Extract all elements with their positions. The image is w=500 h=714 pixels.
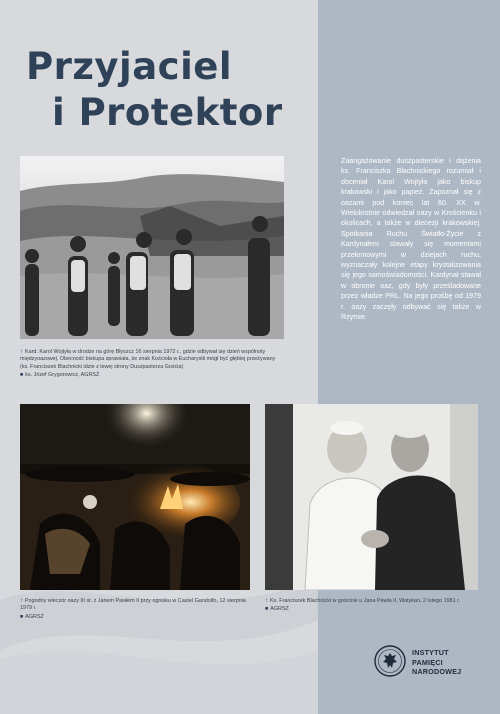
page-title xyxy=(26,44,283,136)
photo-pope-meeting xyxy=(265,404,478,590)
credit-text: AGRSŻ xyxy=(25,613,44,620)
camera-icon: ■ xyxy=(265,606,269,613)
title-line-1: Przyjaciel xyxy=(26,45,233,88)
arrow-up-icon: ↑ xyxy=(20,598,23,604)
photo-mountain-hike xyxy=(20,156,284,339)
arrow-up-icon: ↑ xyxy=(20,349,23,355)
logo-line-1: INSTYTUT xyxy=(412,648,449,657)
caption-credit xyxy=(20,614,250,621)
caption-campfire xyxy=(20,598,250,621)
caption-pope-meeting xyxy=(265,598,477,614)
credit-text: AGRSŻ xyxy=(270,606,289,613)
credit-text: ks. Józef Grygorowicz, AGRSŻ xyxy=(25,371,100,378)
caption-mountain-hike xyxy=(20,349,282,379)
camera-icon: ■ xyxy=(20,613,24,620)
caption-text: Pogodny wieczór oazy III st. z Janem Pawłem II przy ognisku w Castel Gandolfo, 12 sierpnia 1979 r. xyxy=(20,598,246,612)
arrow-up-icon: ↑ xyxy=(265,598,268,604)
logo-line-3: NARODOWEJ xyxy=(412,667,462,677)
caption-credit xyxy=(20,372,282,379)
ipn-logo xyxy=(374,645,486,681)
caption-text: Kard. Karol Wojtyła w drodze na górę Błyszcz 16 sierpnia 1972 r., gdzie odbywał się dzień wspólnoty międzyoazowej. Obecność biskupa sprawiała, że znak Kościoła w Eucharystii mógł być głębiej przeżywany (ks. Franciszek Blachnicki idzie z lewej strony Duszpasterza Gościa) xyxy=(20,349,276,370)
eagle-seal-icon xyxy=(374,645,406,677)
logo-text xyxy=(412,648,461,677)
body-text: Zaangażowanie duszpasterskie i dążenia ks. Franciszka Blachnickiego rozumiał i doceniał Karol Wojtyła jako biskup krakowski i jako papież. Zapoznał się z oazami pod koniec lat 60. XX w. Wielokrotnie odwiedzał oazy w Krościenku i okolicach, a także w diecezji krakowskiej. Spotkania Ruchu Światło-Życie z Kardynałem stawały się momentami przełomowymi w dziejach ruchu, wyznaczały kolejne etapy krystalizowania się jego samoświadomości. Kardynał stawał w obronie oaz, gdy były prześladowane przez władze PRL. Na jego prośbę od 1979 r. oazy zaczęły odbywać się także w Rzymie. xyxy=(341,157,481,322)
caption-text: Ks. Franciszek Blachnicki w gościnie u Jana Pawła II, Watykan, 2 lutego 1981 r. xyxy=(270,598,461,604)
caption-credit xyxy=(265,606,477,613)
logo-line-2: PAMIĘCI xyxy=(412,657,443,667)
title-line-2: i Protektor xyxy=(52,91,283,134)
camera-icon: ■ xyxy=(20,371,24,378)
photo-campfire xyxy=(20,404,250,590)
